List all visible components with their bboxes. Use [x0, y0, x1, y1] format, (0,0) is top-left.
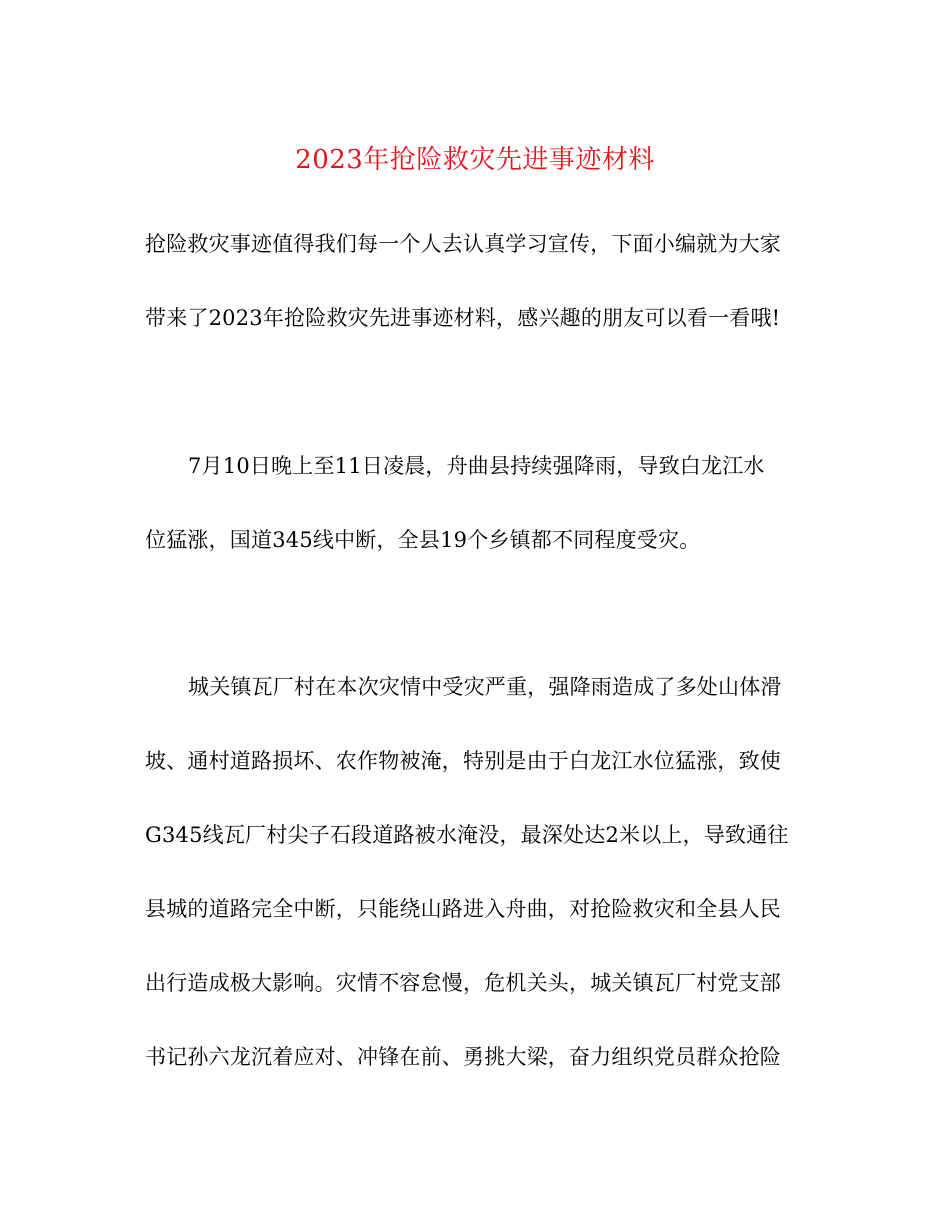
document-title: 2023年抢险救灾先进事迹材料: [295, 145, 655, 175]
paragraph-2-line-2: 位猛涨，国道345线中断，全县19个乡镇都不同程度受灾。: [145, 528, 701, 552]
paragraph-3-line-2: 坡、通村道路损坏、农作物被淹，特别是由于白龙江水位猛涨，致使: [145, 749, 781, 773]
paragraph-3-line-1: 城关镇瓦厂村在本次灾情中受灾严重，强降雨造成了多处山体滑: [188, 675, 782, 699]
paragraph-3-line-3: G345线瓦厂村尖子石段道路被水淹没，最深处达2米以上，导致通往: [145, 823, 789, 847]
paragraph-3-line-6: 书记孙六龙沉着应对、冲锋在前、勇挑大梁，奋力组织党员群众抢险: [145, 1045, 781, 1069]
paragraph-1-line-2: 带来了2023年抢险救灾先进事迹材料，感兴趣的朋友可以看一看哦!: [145, 306, 781, 330]
paragraph-3-line-5: 出行造成极大影响。灾情不容怠慢，危机关头，城关镇瓦厂村党支部: [145, 971, 781, 995]
paragraph-1-line-1: 抢险救灾事迹值得我们每一个人去认真学习宣传，下面小编就为大家: [145, 232, 781, 256]
paragraph-3-line-4: 县城的道路完全中断，只能绕山路进入舟曲，对抢险救灾和全县人民: [145, 897, 781, 921]
paragraph-2-line-1: 7月10日晚上至11日凌晨，舟曲县持续强降雨，导致白龙江水: [188, 454, 765, 478]
